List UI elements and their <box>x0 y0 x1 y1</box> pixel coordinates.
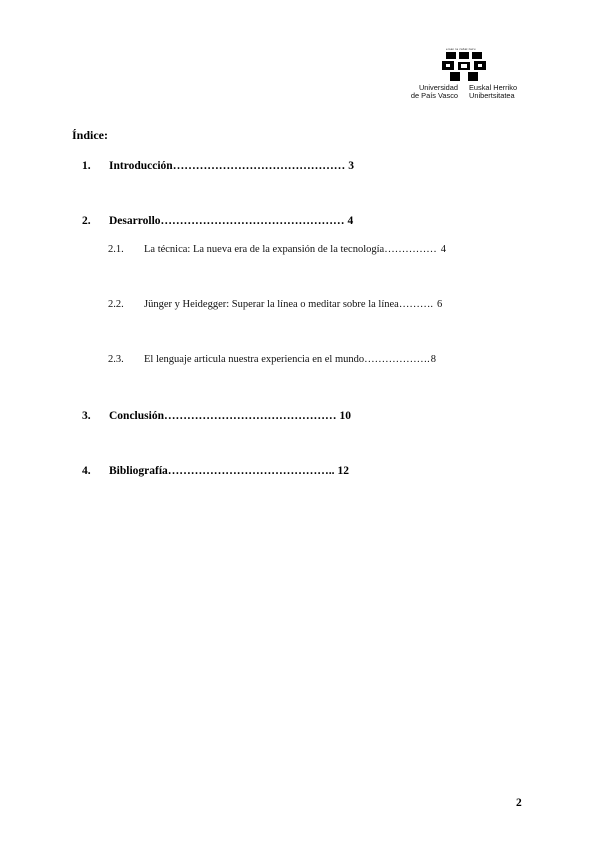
toc-entry-page: 10 <box>339 410 351 422</box>
toc-subentry-dots: ………. <box>398 299 433 310</box>
toc-subentry-dots: ………………. <box>364 354 430 365</box>
page-number: 2 <box>516 797 522 809</box>
toc-entry-label: Bibliografía <box>109 465 168 477</box>
toc-entry-number: 1. <box>82 160 91 172</box>
toc-subentry[interactable] <box>108 354 436 365</box>
toc-subentry-page: 6 <box>436 299 443 310</box>
toc-entry[interactable] <box>82 410 351 422</box>
toc-entry[interactable] <box>82 465 349 477</box>
toc-entry[interactable] <box>82 160 354 172</box>
toc-entry-number: 4. <box>82 465 91 477</box>
toc-entry-page: 12 <box>337 465 350 477</box>
toc-entry-label: Conclusión <box>109 410 164 422</box>
toc-entry-dots: …………………………………….. <box>167 465 335 477</box>
toc-subentry-dots: …………… <box>384 244 437 255</box>
toc-subentry[interactable] <box>108 299 442 310</box>
toc-entry-dots: ……………………………………… <box>163 410 337 422</box>
index-title: Índice: <box>72 128 108 142</box>
toc-subentry-number: 2.2. <box>108 299 124 310</box>
toc-entry-label: Introducción <box>109 160 173 172</box>
toc-subentry-number: 2.1. <box>108 244 124 255</box>
toc-entry-page: 4 <box>347 215 354 227</box>
toc-entry-dots: ……………………………………… <box>172 160 346 172</box>
toc-subentry-number: 2.3. <box>108 354 124 365</box>
logo-text-spanish: Universidad de País Vasco <box>410 83 458 100</box>
logo-emblem-icon <box>442 52 486 82</box>
toc-entry-number: 3. <box>82 410 91 422</box>
toc-subentry-page: 4 <box>440 244 446 255</box>
toc-entry[interactable] <box>82 215 353 227</box>
university-logo <box>398 44 538 106</box>
toc-subentry-label: La técnica: La nueva era de la expansión de la tecnología <box>144 244 385 255</box>
toc-entry-page: 3 <box>348 160 354 172</box>
toc-entry-label: Desarrollo <box>109 215 161 227</box>
toc-subentry[interactable] <box>108 244 446 255</box>
toc-entry-dots: ………………………………………… <box>160 215 345 227</box>
toc-subentry-page: 8 <box>430 354 436 365</box>
logo-text-basque: Euskal Herriko Unibertsitatea <box>469 83 518 100</box>
logo-motto: eman ta zabal zazu <box>446 47 476 51</box>
toc-subentry-label: Jünger y Heidegger: Superar la línea o meditar sobre la línea <box>144 299 399 310</box>
toc-entry-number: 2. <box>82 215 91 227</box>
toc-subentry-label: El lenguaje articula nuestra experiencia en el mundo <box>144 354 365 365</box>
